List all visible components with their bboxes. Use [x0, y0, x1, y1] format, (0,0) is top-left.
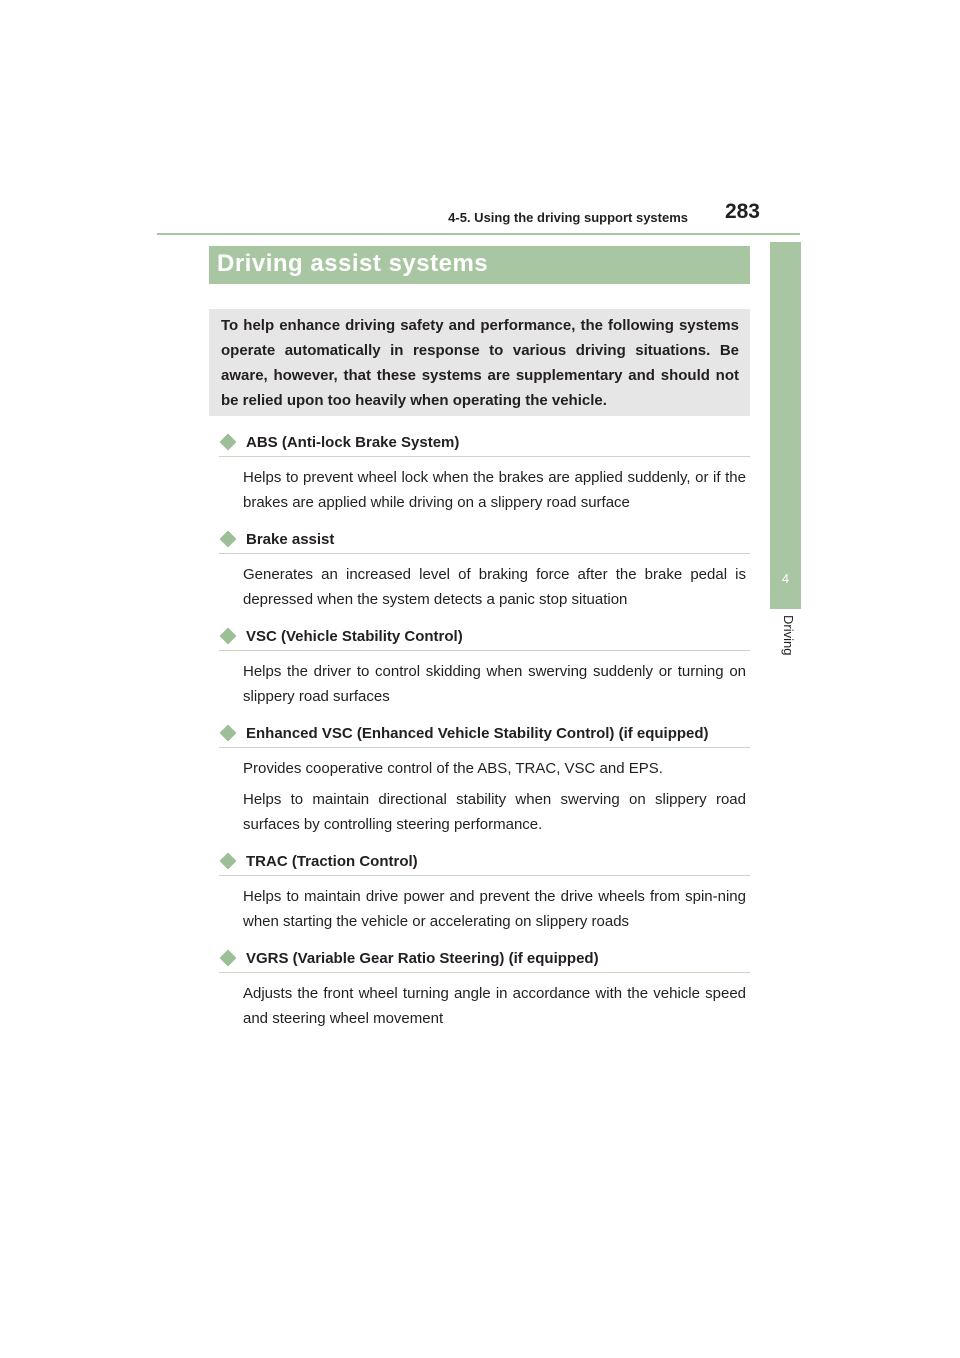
section-heading — [219, 847, 750, 876]
chapter-label: Driving — [781, 615, 796, 656]
section-vsc — [219, 622, 750, 709]
section-heading — [219, 719, 750, 748]
section-heading-text: ABS (Anti-lock Brake System) — [246, 433, 460, 451]
section-vgrs — [219, 944, 750, 1031]
chapter-number: 4 — [781, 571, 790, 586]
section-abs — [219, 428, 750, 515]
section-paragraph: Helps to maintain drive power and prevent the drive wheels from spin-ning when starting the vehicle or accelerating on slippery roads — [243, 888, 746, 930]
running-header: 4-5. Using the driving support systems — [448, 210, 688, 225]
section-enhanced-vsc — [219, 719, 750, 837]
section-heading-text: TRAC (Traction Control) — [246, 852, 418, 870]
chapter-side-tab — [770, 242, 801, 609]
section-paragraph: Generates an increased level of braking force after the brake pedal is depressed when the system detects a panic stop situation — [243, 566, 746, 608]
diamond-bullet-icon — [220, 434, 237, 451]
diamond-bullet-icon — [220, 725, 237, 742]
section-paragraph: Helps the driver to control skidding when swerving suddenly or turning on slippery road surfaces — [243, 663, 746, 705]
section-trac — [219, 847, 750, 934]
diamond-bullet-icon — [220, 531, 237, 548]
section-heading — [219, 944, 750, 973]
diamond-bullet-icon — [220, 950, 237, 967]
section-paragraph: Helps to maintain directional stability when swerving on slippery road surfaces by controlling steering performance. — [243, 791, 746, 833]
section-heading-text: VSC (Vehicle Stability Control) — [246, 627, 463, 645]
title-banner — [209, 246, 750, 284]
section-paragraph: Adjusts the front wheel turning angle in accordance with the vehicle speed and steering wheel movement — [243, 985, 746, 1027]
section-heading-text: VGRS (Variable Gear Ratio Steering) (if equipped) — [246, 949, 599, 967]
section-heading-text: Brake assist — [246, 530, 335, 548]
section-heading — [219, 525, 750, 554]
header-divider — [157, 233, 800, 235]
page-number: 283 — [724, 200, 760, 223]
diamond-bullet-icon — [220, 628, 237, 645]
section-brake-assist — [219, 525, 750, 612]
section-paragraph: Helps to prevent wheel lock when the brakes are applied suddenly, or if the brakes are applied while driving on a slippery road surface — [243, 469, 746, 511]
intro-box: To help enhance driving safety and performance, the following systems operate automatically in response to various driving situations. Be aware, however, that these systems are supplementary and should not be relied upon too heavily when operating the vehicle. — [209, 309, 750, 416]
sections-list — [219, 428, 750, 1041]
section-heading — [219, 622, 750, 651]
section-paragraph: Provides cooperative control of the ABS, TRAC, VSC and EPS. — [243, 760, 663, 777]
page-title: Driving assist systems — [217, 250, 489, 277]
section-heading — [219, 428, 750, 457]
diamond-bullet-icon — [220, 853, 237, 870]
section-heading-text: Enhanced VSC (Enhanced Vehicle Stability Control) (if equipped) — [246, 724, 709, 742]
